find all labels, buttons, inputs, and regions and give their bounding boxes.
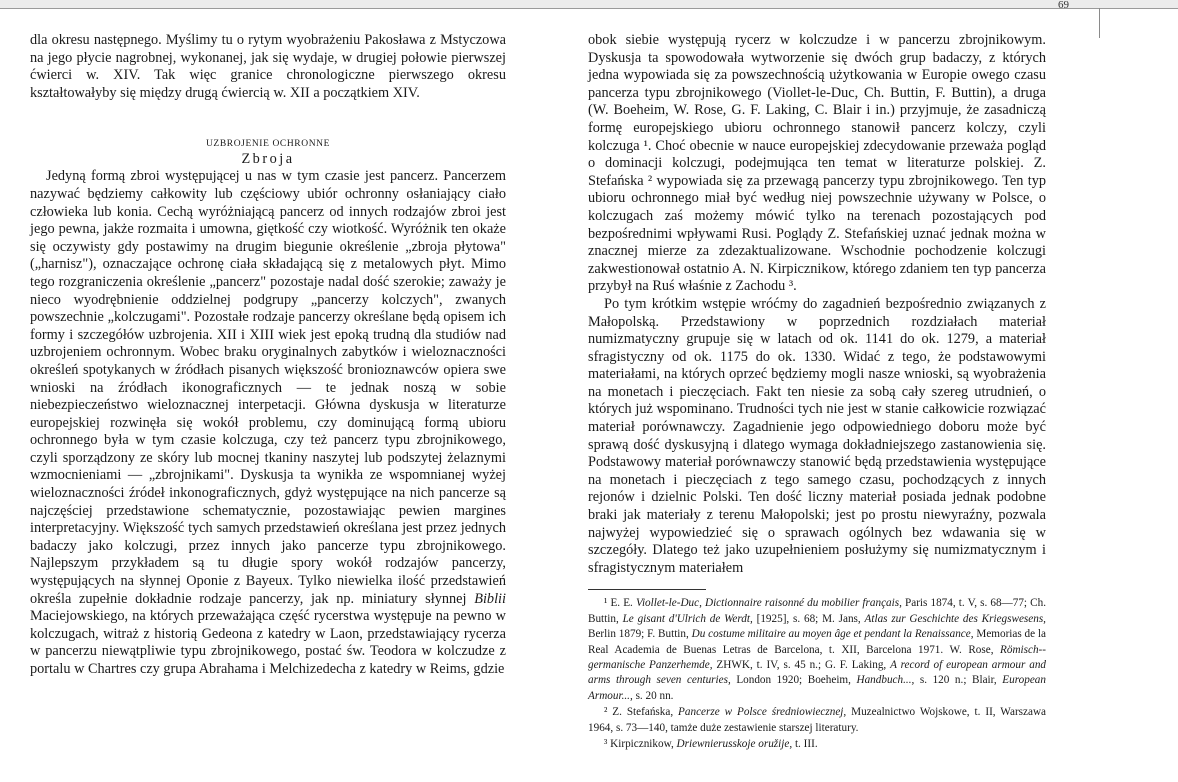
footnote-segment: Memorias de la Real Academia de Buenas Letras de Barcelona, t. XII, Barcelona 1971. W. Rose,: [588, 628, 1047, 656]
footnote-2: [588, 705, 1046, 736]
footnote-segment: European Armour...,: [588, 674, 1046, 702]
footnote-1: [588, 596, 1046, 704]
footnote-segment: ² Z. Stefańska,: [604, 706, 679, 719]
spacer: [30, 102, 506, 138]
right-paragraph-1: obok siebie występują rycerz w kolczudze i w pancerzu zbrojnikowym. Dyskusja ta spowodowała wytworzenie się dwóch grup badaczy, z których jedna wypowiada się za powszechnością użytkowania w Europie owego czasu pancerza typu zbrojnikowego (Viollet-le-Duc, Ch. Buttin, F. Buttin), a druga (W. Boeheim, W. Rose, G. F. Laking, C. Blair i in.) przyjmuje, że zasadniczą formę europejskiego ubioru ochronnego stanowił pancerz kolczy, czyli kolczuga ¹. Choć obecnie w nauce europejskiej zdecydowanie przeważa pogląd o dominacji kolczugi, podejmująca ten temat w literaturze polskiej. Z. Stefańska ² wypowiada się za przewagą pancerzy typu zbrojnikowego. Ten typ ubioru ochronnego miał być według niej powszechnie używany w Polsce, o kolczugach zaś możemy mówić tylko na terenach pozostających pod bezpośrednimi wpływami Rusi. Poglądy Z. Stefańskiej uznać jednak można w znacznej mierze za zdezaktualizowane. Wschodnie pochodzenie kolczugi zakwestionował ostatnio A. N. Kirpicznikow, którego zdaniem ten typ pancerza przybył na Ruś właśnie z Zachodu ³.: [588, 32, 1046, 295]
footnote-segment: ³ Kirpicznikow,: [604, 738, 677, 751]
footnote-segment: Le gisant d'Ulrich de Werdt,: [622, 612, 753, 625]
footnotes: [588, 596, 1046, 752]
footnote-segment: A record of european armour and arms through seven centuries,: [588, 659, 1047, 687]
section-title: Zbroja: [241, 151, 295, 168]
footnote-segment: ¹ E. E.: [604, 597, 636, 610]
left-main-paragraph: [30, 168, 506, 678]
left-top-paragraph: dla okresu następnego. Myślimy tu o rytym wyobrażeniu Pakosława z Mstyczowa na jego płycie nagrobnej, wykonanej, jak się wydaje, w drugiej połowie pierwszej ćwierci w. XIV. Tak więc granice chronologiczne pierwszego okresu kształtowałyby się między drugą ćwiercią w. XII a początkiem XIV.: [30, 32, 506, 101]
page-edge-line: [1099, 8, 1100, 38]
footnote-segment: t. III.: [792, 738, 818, 751]
footnote-segment: s. 20 nn.: [632, 689, 674, 702]
section-heading: UZBROJENIE OCHRONNE: [205, 139, 331, 150]
footnote-segment: [1925], s. 68; M. Jans,: [752, 612, 865, 625]
footnote-segment: ZHWK, t. IV, s. 45 n.; G. F. Laking,: [712, 659, 891, 672]
main-italic-word: Biblii: [474, 590, 506, 607]
main-text-tail: Maciejowskiego, na których przeważająca część rycerstwa występuje na pewno w kolczugach, witraż z historią Gedeona z katedry w Laon, przedstawiający rycerza w pancerzu niewątpliwie typu zbrojnikowego, postać św. Teodora w kolczudze z portalu w Chartres czy grupa Abrahama i Melchizedecha z katedry w Reims, gdzie: [30, 608, 506, 677]
right-column: [588, 32, 1046, 752]
right-paragraph-2: Po tym krótkim wstępie wróćmy do zagadnień bezpośrednio związanych z Małopolską. Przedstawiony w poprzednich rozdziałach materiał numizmatyczny grupuje się w latach od ok. 1141 do ok. 1279, a materiał sfragistyczny od ok. 1175 do ok. 1330. Widać z tego, że podstawowymi materiałami, na których oprzeć będziemy mogli nasze wnioski, są wyobrażenia na monetach i pieczęciach. Fakt ten niesie za sobą cały szereg utrudnień, o których już wspominano. Trudności tych nie jest w stanie całkowicie rozwiązać materiał porównawczy. Zagadnienie jego odpowiedniego doboru może być sprawą dość dyskusyjną i dlatego wymaga dokładniejszego zastanowienia się. Podstawowy materiał porównawczy stanowić będą przedstawienia występujące na monetach i pieczęciach z tego samego czasu, pochodzących z innych rejonów i dzielnic Polski. Ten dość liczny materiał posiada jednak podobne braki jak materiały z terenu Małopolski; jest po prostu niewyraźny, pozwala najwyżej wypowiedzieć się o sprawach ogólnych bez wdawania się w szczegóły. Dlatego też jako uzupełnieniem posłużymy się numizmatycznym i sfragistycznym materiałem: [588, 295, 1046, 576]
footnote-segment: London 1920; Boeheim,: [730, 674, 857, 687]
footnote-separator: [588, 589, 706, 590]
footnote-segment: Muzealnictwo Wojskowe, t. II, Warszawa 1964, s. 73—140, tamże duże zestawienie starszej literatury.: [588, 706, 1046, 734]
footnote-segment: Römisch--germanische Panzerhemde,: [588, 643, 1046, 672]
page-number: 69: [1058, 0, 1069, 11]
footnote-segment: Atlas zur Geschichte des Kriegswesens,: [864, 612, 1046, 625]
footnote-segment: Berlin 1879; F. Buttin,: [588, 628, 692, 641]
main-text-part: Jedyną formą zbroi występującej u nas w tym czasie jest pancerz. Pancerzem nazywać będziemy całkowity lub częściowy ubiór ochronny osłaniający ciało człowieka lub konia. Cechą wyróżniającą pancerz od innych rodzajów zbroi jest jego pewna, jakże rozmaita i umowna, giętkość czy wiotkość. Wyróżnik ten okaże się oczywisty gdy postawimy na drugim biegunie określenie „zbroja płytowa" („harnisz"), oznaczające ochronę ciała składającą się z metalowych płyt. Mimo tego rozgraniczenia określenie „pancerz" pozostaje nadal dość szerokie; zaważy je nieco wyodrębnienie oddzielnej podgrupy „pancerzy kolczych", zwanych powszechnie „kolczugami". Pozostałe rodzaje pancerzy określane będą opisem ich formy i szczegółów uzbrojenia. XII i XIII wiek jest epoką trudną dla studiów nad uzbrojeniem ochronnym. Wobec braku oryginalnych zabytków i wieloznaczności określeń spotykanych w źródłach pisanych większość bronioznawców opiera swe wnioski na źródłach ikonograficznych — te jednak noszą w sobie niebezpieczeństwo wieloznacznej interpetacji. Główna dyskusja w literaturze europejskiej rozwinęła się wokół problemu, czy dominującą formą ubioru ochronnego była w tym czasie kolczuga, czy też pancerz typu zbrojnikowego, czyli sporządzony ze skóry lub mocnej tkaniny naszytej lub podszytej żelaznymi wzmocnieniami — „zbrojnikami". Dyskusja ta wynikła ze wspomnianej wyżej wieloznaczności źródeł inkonograficznych, gdyż występujące na nich pancerze są najczęściej przedstawione schematycznie, pozostawiając pewien margines interpretacyjny. Większość tych samych przedstawień określana jest przez jednych badaczy jako kolczugi, przez innych jako pancerze typu zbrojnikowego. Najlepszym przykładem są tu długie spory wokół rodzajów pancerzy, występujących na słynnej Oponie z Bayeux. Tylko niewielka ilość przedstawień określa zupełnie dokładnie rodzaje pancerzy, jak np. miniatury słynnej: [30, 168, 506, 607]
footnote-segment: Handbuch...,: [856, 674, 915, 687]
footnote-segment: Viollet-le-Duc, Dictionnaire raisonné du mobilier français,: [635, 597, 902, 610]
footnote-segment: Driewnierusskoje oružije,: [676, 738, 793, 751]
footnote-segment: Paris 1874, t. V, s. 68—77; Ch. Buttin,: [588, 597, 1046, 625]
footnote-segment: Du costume militaire au moyen âge et pendant la Renaissance,: [691, 628, 974, 641]
footnote-3: [588, 737, 1046, 752]
left-column: [30, 32, 506, 679]
viewer-top-bar: [0, 0, 1178, 9]
footnote-segment: s. 120 n.; Blair,: [914, 674, 1003, 687]
footnote-segment: Pancerze w Polsce średniowiecznej,: [678, 706, 847, 719]
